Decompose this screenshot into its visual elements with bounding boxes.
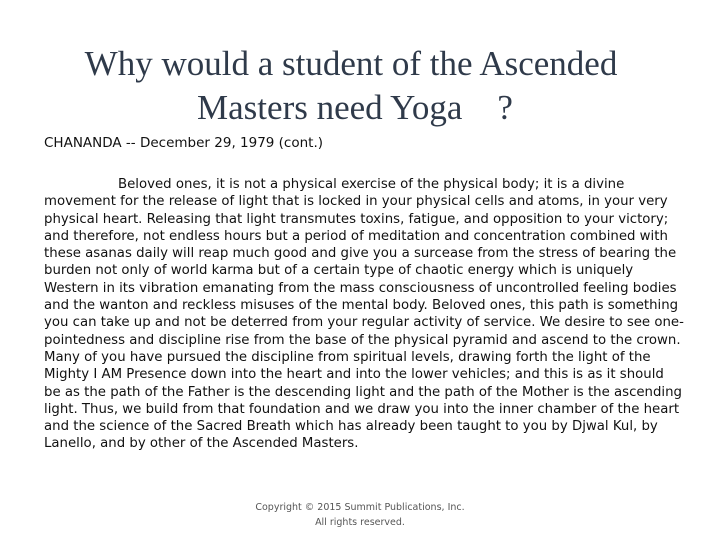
copyright-line-1: Copyright © 2015 Summit Publications, Inc. [255, 502, 465, 513]
speaker-date-heading: CHANANDA -- December 29, 1979 (cont.) [44, 135, 324, 151]
slide-title-line-2: Masters need Yoga ? [197, 88, 513, 127]
slide-title [0, 42, 680, 130]
body-paragraph [44, 176, 684, 453]
copyright-line-2: All rights reserved. [315, 517, 405, 528]
body-paragraph-text: Beloved ones, it is not a physical exercise of the physical body; it is a divine movement for the release of light that is locked in your physical cells and atoms, in your very physical heart. Releasing that light transmutes toxins, fatigue, and opposition to your victory; and therefore, not endless hours but a period of meditation and concentration combined with these asanas daily will reap much good and give you a surcease from the stress of bearing the burden not only of world karma but of a certain type of chaotic energy which is uniquely Western in its vibration emanating from the mass consciousness of uncontrolled feeling bodies and the wanton and reckless misuses of the mental body. Beloved ones, this path is something you can take up and not be deterred from your regular activity of service. We desire to see one-pointedness and discipline rise from the base of the physical pyramid and ascend to the crown. Many of you have pursued the discipline from spiritual levels, drawing forth the light of the Mighty I AM Presence down into the heart and into the lower vehicles; and this is as it should be as the path of the Father is the descending light and the path of the Mother is the ascending light. Thus, we build from that foundation and we draw you into the inner chamber of the heart and the science of the Sacred Breath which has already been taught to you by Djwal Kul, by Lanello, and by other of the Ascended Masters. [44, 177, 684, 452]
copyright-notice [0, 500, 720, 530]
slide-title-line-1: Why would a student of the Ascended [84, 44, 618, 83]
